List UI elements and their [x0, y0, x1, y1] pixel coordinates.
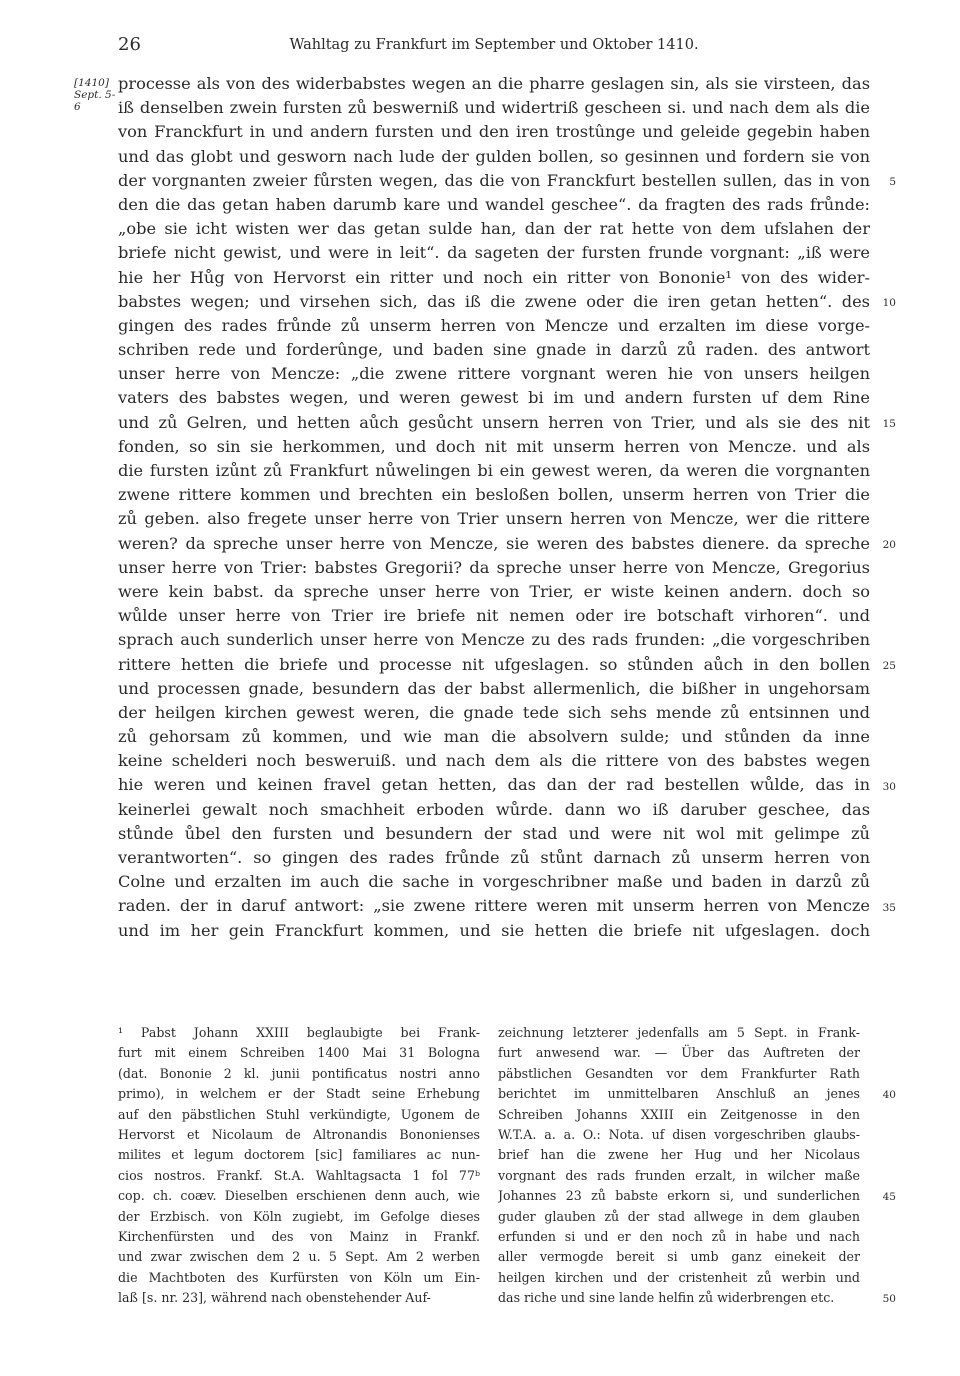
text-line: fonden, so sin sie herkommen, und doch nit mit unserm herren von Mencze. und als: [118, 436, 870, 456]
text-line: hie weren und keinen fravel getan hetten, das dan der rad bestellen wůlde, das in: [118, 775, 870, 795]
footnote-column-right: [498, 1023, 860, 1308]
footnote-line: Schreiben Johanns XXIII ein Zeitgenosse in den: [498, 1106, 860, 1122]
footnote-line: päbstlichen Gesandten vor dem Frankfurter Rath: [498, 1065, 860, 1081]
footnote-line: brief han die zwene her Hug und her Nicolaus: [498, 1147, 860, 1163]
text-line: verantworten“. so gingen des rades frůnde zů stůnt darnach zů unserm herren von: [118, 848, 870, 867]
margin-date-note: [74, 77, 120, 113]
line-number: 25: [882, 659, 896, 672]
line-number: 10: [882, 296, 896, 309]
text-line: rittere hetten die briefe und processe nit ufgeslagen. so stůnden aůch in den bollen: [118, 654, 870, 674]
footnote-line: milites et legum doctorem [sic] familiares ac nun-: [118, 1147, 480, 1163]
text-line: stůnde ůbel den fursten und besundern der stad und were nit wol mit gelimpe zů: [118, 823, 870, 843]
text-line: zů geben. also fregete unser herre von Trier unsern herren von Mencze, wer die rittere: [118, 509, 870, 529]
text-line: „obe sie icht wisten wer das getan sulde han, dan der rat hette von dem ufslahen der: [118, 219, 870, 239]
line-number: 30: [882, 780, 896, 793]
text-line: von Franckfurt in und andern fursten und den iren trostûnge und geleide gegebin haben: [118, 122, 870, 142]
footnote-line: primo), in welchem er der Stadt seine Erhebung: [118, 1086, 480, 1102]
footnote-line: laß [s. nr. 23], während nach obenstehender Auf-: [118, 1290, 431, 1306]
footnote-line: furt mit einem Schreiben 1400 Mai 31 Bologna: [118, 1045, 480, 1061]
footnote-line: und zwar zwischen dem 2 u. 5 Sept. Am 2 werben: [118, 1249, 480, 1265]
line-number: 35: [882, 901, 896, 914]
footnote-line: das riche und sine lande helfin zů widerbrengen etc.: [498, 1290, 835, 1306]
page-header: [118, 34, 870, 58]
text-line: iß denselben zwein fursten zů beswerniß und widertriß gescheen si. und nach dem als die: [118, 98, 870, 118]
footnote-column-left: [118, 1023, 480, 1308]
page-number: 26: [118, 34, 141, 55]
footnote-line: die Machtboten des Kurfürsten von Köln um Ein-: [118, 1269, 480, 1285]
text-line: hie her Hůg von Hervorst ein ritter und noch ein ritter von Bononie¹ von des wider-: [118, 267, 870, 287]
text-line: unser herre von Mencze: „die zwene rittere vorgnant weren hie von unsers heilgen: [118, 364, 870, 384]
text-line: unser herre von Trier: babstes Gregorii? da spreche unser herre von Mencze, Gregorius: [118, 557, 870, 577]
text-line: der vorgnanten zweier fůrsten wegen, das die von Franckfurt bestellen sullen, das in von: [118, 170, 870, 190]
footnote-line: cios nostros. Frankf. St.A. Wahltagsacta 1 fol 77ᵇ: [118, 1167, 480, 1183]
footnote-line: erfunden si und er den noch zů in habe und nach: [498, 1228, 860, 1244]
text-line: Colne und erzalten im auch die sache in vorgeschribner maße und baden in darzů zů: [118, 872, 870, 892]
text-line: wůlde unser herre von Trier ire briefe nit nemen oder ire botschaft virhoren“. und: [118, 606, 870, 626]
footnote-line: der Erzbisch. von Köln zugiebt, im Gefolge dieses: [118, 1208, 480, 1224]
text-line: raden. der in daruf antwort: „sie zwene rittere weren mit unserm herren von Mencze: [118, 896, 870, 916]
footnote-line: vorgnant des rads frunden erzalt, in wilcher maße: [498, 1167, 860, 1183]
text-line: processe als von des widerbabstes wegen an die pharre geslagen sin, als sie virsteen, das: [118, 74, 870, 93]
footnote-line: heilgen kirchen und der cristenheit zů werbin und: [498, 1269, 860, 1285]
footnote-line: W.T.A. a. a. O.: Nota. uf disen vorgeschriben glaubs-: [498, 1126, 860, 1142]
footnote-line: zeichnung letzterer jedenfalls am 5 Sept. in Frank-: [498, 1025, 860, 1040]
text-line: keine schelderi noch besweruiß. und nach dem als die rittere von des babstes wegen: [118, 751, 870, 771]
text-line: den die das getan haben darumb kare und wandel geschee“. da fragten des rads frůnde:: [118, 194, 870, 214]
text-line: vaters des babstes wegen, und weren gewest bi im und andern fursten uf dem Rine: [118, 388, 870, 408]
text-line: und zů Gelren, und hetten aůch gesůcht unsern herren von Trier, und als sie des nit: [118, 412, 870, 432]
margin-year: [1410]: [74, 77, 109, 89]
footnote-line: ¹ Pabst Johann XXIII beglaubigte bei Frank-: [118, 1025, 480, 1040]
line-number: 40: [882, 1089, 896, 1102]
footnote-line: Hervorst et Nicolaum de Altronandis Bononienses: [118, 1126, 480, 1142]
text-line: die fursten izůnt zů Frankfurt nůwelingen bi ein gewest weren, da weren die vorgnanten: [118, 461, 870, 480]
text-line: were kein babst. da spreche unser herre von Trier, er wiste keinen andern. doch so: [118, 581, 870, 601]
footnote-line: berichtet im unmittelbaren Anschluß an jenes: [498, 1086, 860, 1102]
running-title: Wahltag zu Frankfurt im September und Oktober 1410.: [289, 37, 699, 53]
footnote-line: Kirchenfürsten und des von Mainz in Frankf.: [118, 1228, 480, 1244]
footnote-line: (dat. Bononie 2 kl. junii pontificatus nostri anno: [118, 1065, 480, 1081]
text-line: babstes wegen; und virsehen sich, das iß die zwene oder die iren getan hetten“. des: [118, 291, 870, 311]
text-line: sprach auch sunderlich unser herre von Mencze zu des rads frunden: „die vorgeschriben: [118, 630, 870, 650]
line-number: 5: [889, 175, 896, 188]
margin-date: Sept. 5-6: [74, 89, 116, 113]
footnote-line: Johannes 23 zů babste erkorn si, und sunderlichen: [498, 1188, 860, 1204]
line-number: 20: [882, 538, 896, 551]
text-line: keinerlei gewalt noch smachheit erboden wůrde. dann wo iß daruber geschee, das: [118, 799, 870, 819]
text-line: weren? da spreche unser herre von Mencze, sie weren des babstes dienere. da spreche: [118, 533, 870, 553]
text-line: schriben rede und forderûnge, und baden sine gnade in darzů zů raden. des antwort: [118, 340, 870, 360]
line-number: 45: [882, 1191, 896, 1204]
footnote-line: cop. ch. coæv. Dieselben erschienen denn auch, wie: [118, 1188, 480, 1204]
text-line: und processen gnade, besundern das der babst allermenlich, die bißher in ungehorsam: [118, 678, 870, 698]
footnote-line: auf den päbstlichen Stuhl verkündigte, Ugonem de: [118, 1106, 480, 1122]
footnote-line: aller vermogde bereit si umb ganz einekeit der: [498, 1249, 860, 1265]
text-line: und das globt und gesworn nach lude der gulden bollen, so gesinnen und fordern sie von: [118, 146, 870, 166]
line-number: 15: [882, 417, 896, 430]
text-line: gingen des rades frůnde zů unserm herren von Mencze und erzalten im diese vorge-: [118, 315, 870, 335]
text-line: der heilgen kirchen gewest weren, die gnade tede sich sehs mende zů entsinnen und: [118, 702, 870, 722]
text-line: zů gehorsam zů kommen, und wie man die absolvern sulde; und stůnden da inne: [118, 727, 870, 747]
main-text-body: [118, 72, 870, 943]
line-number: 50: [882, 1293, 896, 1306]
footnote-line: furt anwesend war. — Über das Auftreten der: [498, 1045, 860, 1061]
text-line: briefe nicht gewist, und were in leit“. da sageten der fursten frunde vorgnant: „iß were: [118, 243, 870, 263]
footnote-line: guder glauben zů der stad allwege in dem glauben: [498, 1208, 860, 1224]
text-line: und im her gein Franckfurt kommen, und sie hetten die briefe nit ufgeslagen. doch: [118, 920, 870, 940]
text-line: zwene rittere kommen und brechten ein besloßen bollen, unserm herren von Trier die: [118, 485, 870, 505]
